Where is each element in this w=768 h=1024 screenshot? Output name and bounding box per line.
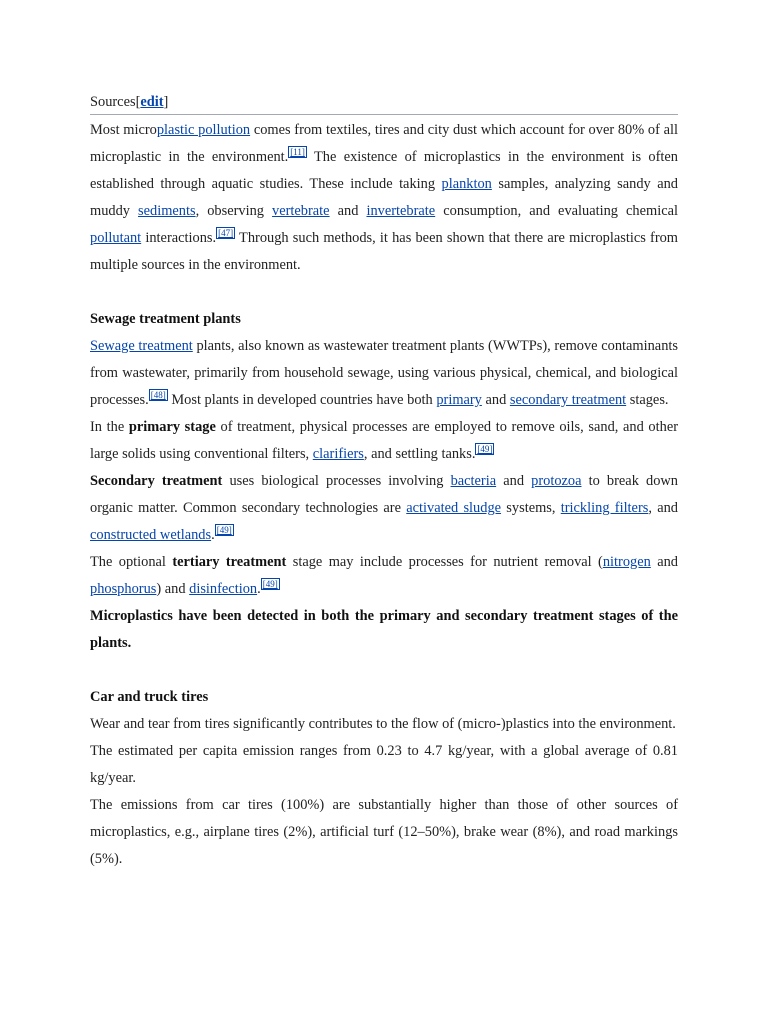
text-run: , observing [195, 203, 273, 219]
text-run: stage may include processes for nutrient removal ( [286, 554, 603, 570]
citation-link[interactable]: [49] [262, 579, 278, 590]
link-secondary-treatment[interactable]: secondary treatment [509, 392, 627, 408]
citation-48[interactable] [149, 389, 168, 401]
text-run: plants, also known as wastewater treatment plants (WWTPs), remove contaminants from wastewater, primarily from household sewage, using various physical, chemical, and biological processes. [90, 338, 678, 408]
link-plankton[interactable]: plankton [441, 176, 492, 192]
text-run: interactions. [141, 230, 217, 246]
sewage-paragraph-3 [90, 468, 678, 549]
citation-49[interactable] [475, 443, 494, 455]
link-invertebrate[interactable]: invertebrate [366, 203, 436, 219]
link-clarifiers[interactable]: clarifiers [312, 446, 364, 462]
subheading-tires: Car and truck tires [90, 689, 209, 705]
link-bacteria[interactable]: bacteria [450, 473, 497, 489]
citation-link[interactable]: [49] [477, 444, 493, 455]
link-plastic-pollution[interactable]: plastic pollution [156, 122, 251, 138]
text-run: Most plants in developed countries have both [167, 392, 437, 408]
article-content [90, 90, 678, 873]
text-run: of treatment, physical processes are employed to remove oils, sand, and other large solids using conventional filters, [90, 419, 679, 462]
link-primary[interactable]: primary [436, 392, 482, 408]
citation-link[interactable]: [48] [150, 390, 166, 401]
text-run: consumption, and evaluating chemical [435, 203, 678, 219]
link-phosphorus[interactable]: phosphorus [90, 581, 157, 597]
sewage-paragraph-2 [90, 414, 678, 468]
text-run: and [650, 554, 679, 570]
bold-term-secondary-treatment: Secondary treatment [90, 473, 223, 489]
sewage-paragraph-1 [90, 333, 678, 414]
text-run: comes from textiles, tires and city dust which account for over 80% of all microplastic in the environment. [90, 122, 678, 165]
edit-bracket-close: ] [163, 94, 169, 110]
section-title: Sources [90, 94, 136, 110]
intro-paragraph [90, 117, 678, 279]
citation-link[interactable]: [47] [218, 228, 234, 239]
text-run: uses biological processes involving [222, 473, 451, 489]
text-run: systems, [501, 500, 561, 516]
link-activated-sludge[interactable]: activated sludge [406, 500, 502, 516]
text-run: and [496, 473, 532, 489]
text-run: . [211, 527, 215, 543]
tires-paragraph-1: Wear and tear from tires significantly contributes to the flow of (micro-)plastics into the environment. [90, 716, 676, 732]
bold-term-primary-stage: primary stage [128, 419, 216, 435]
text-run: and [481, 392, 510, 408]
link-constructed-wetlands[interactable]: constructed wetlands [90, 527, 212, 543]
text-run: , and [648, 500, 678, 516]
link-sewage-treatment[interactable]: Sewage treatment [90, 338, 193, 354]
spacer [90, 657, 678, 684]
edit-bracket-open: [ [135, 94, 141, 110]
link-pollutant[interactable]: pollutant [90, 230, 142, 246]
link-disinfection[interactable]: disinfection [189, 581, 258, 597]
text-run: , and settling tanks. [363, 446, 476, 462]
text-run: The existence of microplastics in the environment is often established through aquatic studies. These include taking [90, 149, 678, 192]
citation-47[interactable] [216, 227, 235, 239]
citation-49[interactable] [215, 524, 234, 536]
link-protozoa[interactable]: protozoa [531, 473, 582, 489]
text-run: The optional [90, 554, 173, 570]
link-trickling-filters[interactable]: trickling filters [560, 500, 649, 516]
citation-link[interactable]: [11] [290, 147, 305, 158]
text-run: Most micro [90, 122, 157, 138]
text-run: stages. [626, 392, 669, 408]
citation-link[interactable]: [49] [216, 525, 232, 536]
citation-49[interactable] [261, 578, 280, 590]
text-run: and [329, 203, 367, 219]
link-sediments[interactable]: sediments [138, 203, 196, 219]
text-run: ) and [156, 581, 190, 597]
spacer [90, 279, 678, 306]
text-run: . [257, 581, 261, 597]
citation-11[interactable] [288, 146, 307, 158]
tires-paragraph-2: The estimated per capita emission ranges from 0.23 to 4.7 kg/year, with a global average of 0.81 kg/year. [90, 743, 678, 786]
sewage-paragraph-5 [90, 603, 678, 657]
text-run: samples, analyzing sandy and muddy [90, 176, 678, 219]
link-vertebrate[interactable]: vertebrate [272, 203, 330, 219]
text-run: Through such methods, it has been shown that there are microplastics from multiple sources in the environment. [90, 230, 678, 273]
text-run: to break down organic matter. Common secondary technologies are [90, 473, 678, 516]
edit-link[interactable]: edit [140, 94, 164, 110]
bold-term-tertiary-treatment: tertiary treatment [172, 554, 287, 570]
subheading-sewage: Sewage treatment plants [90, 311, 241, 327]
tires-paragraph-3: The emissions from car tires (100%) are substantially higher than those of other sources of microplastics, e.g., airplane tires (2%), artificial turf (12–50%), brake wear (8%), and road markings (5%). [90, 797, 678, 867]
link-nitrogen[interactable]: nitrogen [602, 554, 651, 570]
text-run: In the [90, 419, 129, 435]
section-heading [90, 90, 678, 115]
bold-statement: Microplastics have been detected in both the primary and secondary treatment stages of the plants. [90, 608, 678, 651]
sewage-paragraph-4 [90, 549, 678, 603]
